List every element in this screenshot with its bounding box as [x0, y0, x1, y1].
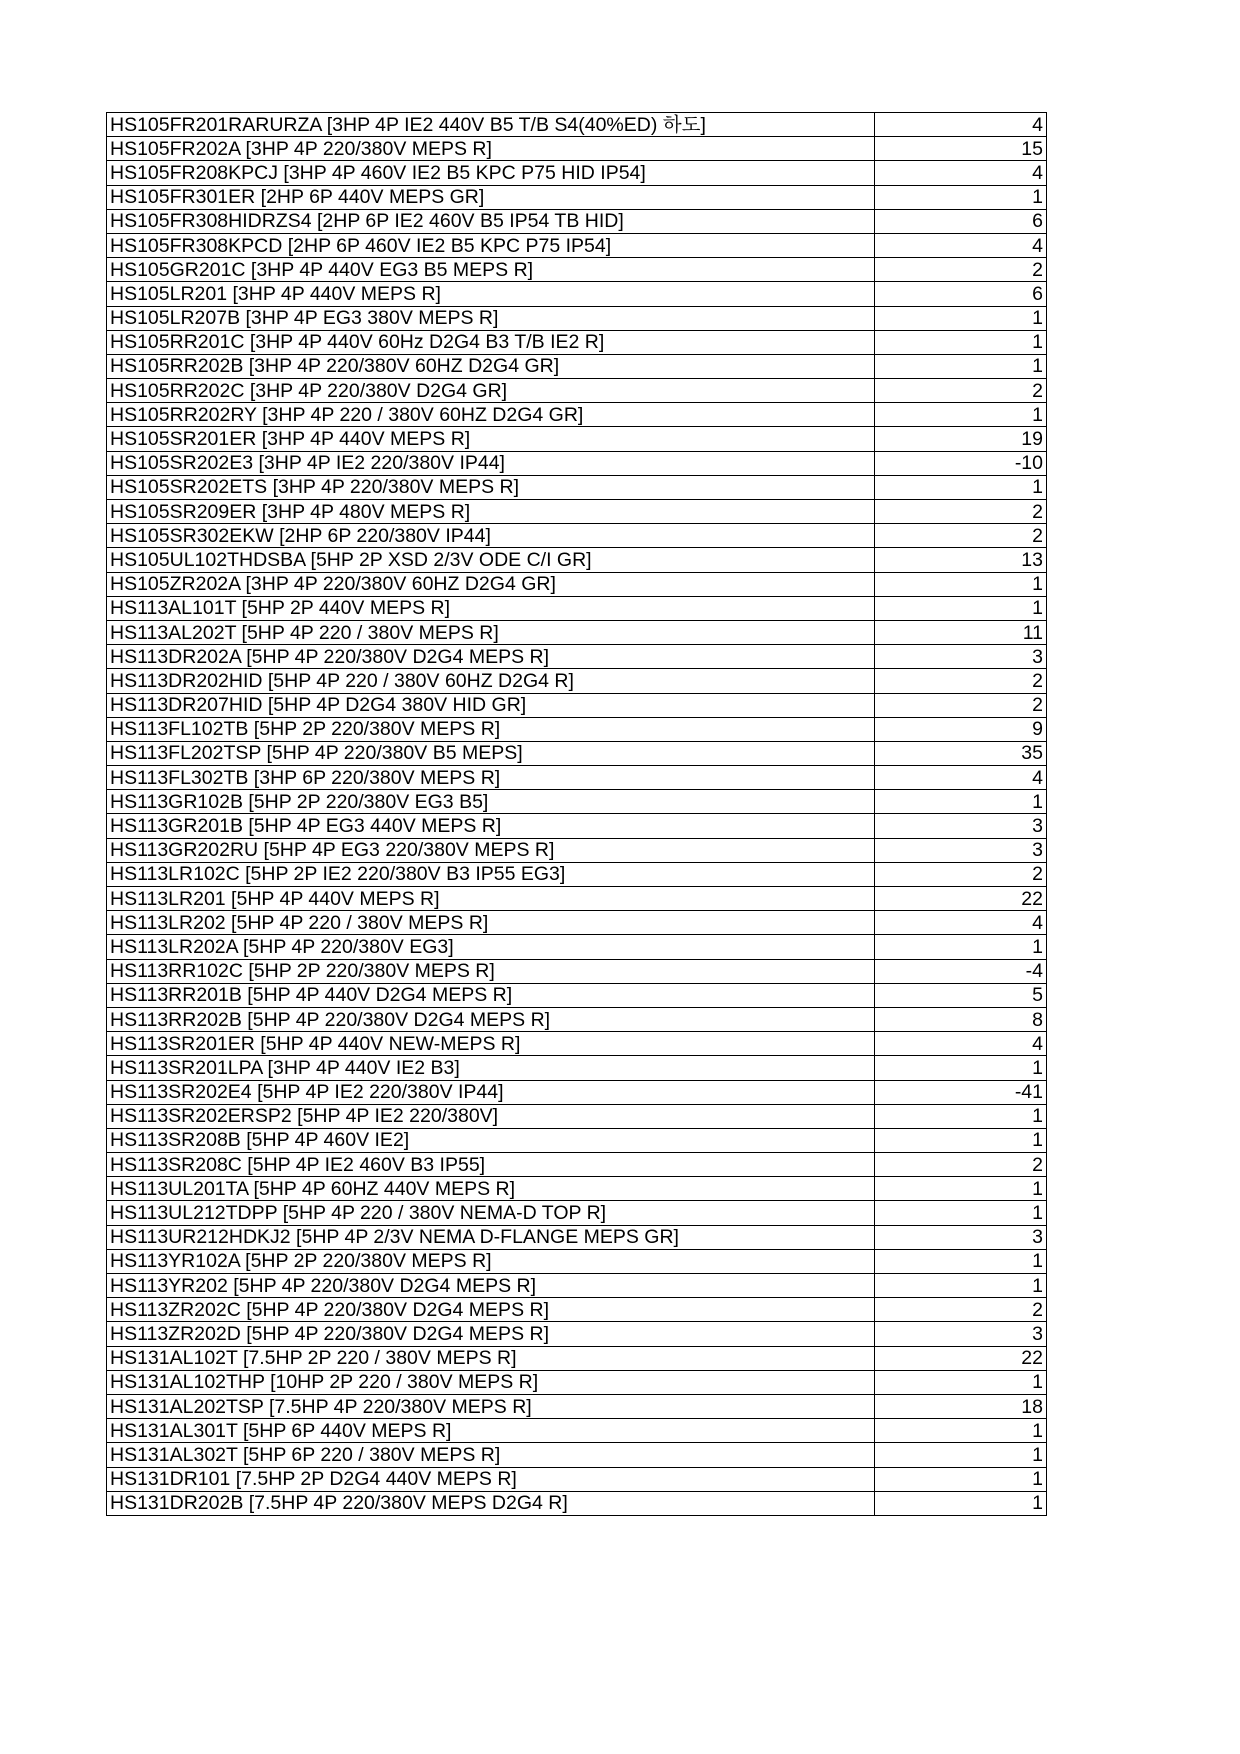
item-description-cell: HS105RR202C [3HP 4P 220/380V D2G4 GR] — [107, 379, 875, 403]
item-description-cell: HS113SR208B [5HP 4P 460V IE2] — [107, 1128, 875, 1152]
quantity-cell: 1 — [875, 354, 1047, 378]
item-description-cell: HS113FL102TB [5HP 2P 220/380V MEPS R] — [107, 717, 875, 741]
quantity-cell: 1 — [875, 306, 1047, 330]
item-description-cell: HS113GR102B [5HP 2P 220/380V EG3 B5] — [107, 790, 875, 814]
item-description-cell: HS113UL212TDPP [5HP 4P 220 / 380V NEMA-D TOP R] — [107, 1201, 875, 1225]
quantity-cell: 4 — [875, 161, 1047, 185]
quantity-cell: 8 — [875, 1007, 1047, 1031]
quantity-cell: 4 — [875, 766, 1047, 790]
table-row — [107, 814, 1047, 838]
item-description-cell: HS131DR101 [7.5HP 2P D2G4 440V MEPS R] — [107, 1467, 875, 1491]
quantity-cell: 4 — [875, 113, 1047, 137]
item-description-cell: HS113YR102A [5HP 2P 220/380V MEPS R] — [107, 1249, 875, 1273]
item-description-cell: HS131AL301T [5HP 6P 440V MEPS R] — [107, 1419, 875, 1443]
table-row — [107, 596, 1047, 620]
quantity-cell: 6 — [875, 282, 1047, 306]
inventory-table-body — [107, 113, 1047, 1516]
quantity-cell: 1 — [875, 1128, 1047, 1152]
quantity-cell: 3 — [875, 645, 1047, 669]
quantity-cell: 1 — [875, 1370, 1047, 1394]
item-description-cell: HS113FL202TSP [5HP 4P 220/380V B5 MEPS] — [107, 741, 875, 765]
item-description-cell: HS105FR208KPCJ [3HP 4P 460V IE2 B5 KPC P75 HID IP54] — [107, 161, 875, 185]
item-description-cell: HS113DR207HID [5HP 4P D2G4 380V HID GR] — [107, 693, 875, 717]
table-row — [107, 161, 1047, 185]
quantity-cell: 6 — [875, 209, 1047, 233]
table-row — [107, 862, 1047, 886]
table-row — [107, 911, 1047, 935]
quantity-cell: 2 — [875, 693, 1047, 717]
table-row — [107, 1201, 1047, 1225]
quantity-cell: 1 — [875, 1177, 1047, 1201]
item-description-cell: HS113SR202ERSP2 [5HP 4P IE2 220/380V] — [107, 1104, 875, 1128]
item-description-cell: HS113DR202A [5HP 4P 220/380V D2G4 MEPS R] — [107, 645, 875, 669]
quantity-cell: 9 — [875, 717, 1047, 741]
quantity-cell: 3 — [875, 838, 1047, 862]
table-row — [107, 669, 1047, 693]
quantity-cell: 11 — [875, 620, 1047, 644]
table-row — [107, 1249, 1047, 1273]
quantity-cell: 2 — [875, 1153, 1047, 1177]
item-description-cell: HS113DR202HID [5HP 4P 220 / 380V 60HZ D2G4 R] — [107, 669, 875, 693]
item-description-cell: HS113AL101T [5HP 2P 440V MEPS R] — [107, 596, 875, 620]
table-row — [107, 1443, 1047, 1467]
quantity-cell: 22 — [875, 887, 1047, 911]
table-row — [107, 1274, 1047, 1298]
quantity-cell: 1 — [875, 790, 1047, 814]
table-row — [107, 1467, 1047, 1491]
quantity-cell: 4 — [875, 1032, 1047, 1056]
table-row — [107, 403, 1047, 427]
table-row — [107, 1128, 1047, 1152]
item-description-cell: HS113SR201LPA [3HP 4P 440V IE2 B3] — [107, 1056, 875, 1080]
quantity-cell: 1 — [875, 185, 1047, 209]
table-row — [107, 1032, 1047, 1056]
quantity-cell: 1 — [875, 1419, 1047, 1443]
table-row — [107, 717, 1047, 741]
item-description-cell: HS105FR308KPCD [2HP 6P 460V IE2 B5 KPC P75 IP54] — [107, 233, 875, 257]
table-row — [107, 741, 1047, 765]
table-row — [107, 1177, 1047, 1201]
table-row — [107, 330, 1047, 354]
table-row — [107, 620, 1047, 644]
table-row — [107, 524, 1047, 548]
item-description-cell: HS113SR208C [5HP 4P IE2 460V B3 IP55] — [107, 1153, 875, 1177]
quantity-cell: 13 — [875, 548, 1047, 572]
item-description-cell: HS131DR202B [7.5HP 4P 220/380V MEPS D2G4 R] — [107, 1491, 875, 1515]
item-description-cell: HS113UL201TA [5HP 4P 60HZ 440V MEPS R] — [107, 1177, 875, 1201]
table-row — [107, 935, 1047, 959]
item-description-cell: HS105RR202B [3HP 4P 220/380V 60HZ D2G4 GR] — [107, 354, 875, 378]
item-description-cell: HS113LR201 [5HP 4P 440V MEPS R] — [107, 887, 875, 911]
item-description-cell: HS105SR202ETS [3HP 4P 220/380V MEPS R] — [107, 475, 875, 499]
table-row — [107, 645, 1047, 669]
table-row — [107, 838, 1047, 862]
item-description-cell: HS105LR207B [3HP 4P EG3 380V MEPS R] — [107, 306, 875, 330]
item-description-cell: HS113LR102C [5HP 2P IE2 220/380V B3 IP55 EG3] — [107, 862, 875, 886]
item-description-cell: HS105RR202RY [3HP 4P 220 / 380V 60HZ D2G4 GR] — [107, 403, 875, 427]
item-description-cell: HS113GR201B [5HP 4P EG3 440V MEPS R] — [107, 814, 875, 838]
quantity-cell: 1 — [875, 1443, 1047, 1467]
quantity-cell: 3 — [875, 814, 1047, 838]
quantity-cell: 4 — [875, 233, 1047, 257]
table-row — [107, 1346, 1047, 1370]
quantity-cell: 1 — [875, 1249, 1047, 1273]
table-row — [107, 1225, 1047, 1249]
quantity-cell: 1 — [875, 403, 1047, 427]
item-description-cell: HS113RR201B [5HP 4P 440V D2G4 MEPS R] — [107, 983, 875, 1007]
item-description-cell: HS131AL202TSP [7.5HP 4P 220/380V MEPS R] — [107, 1394, 875, 1418]
table-row — [107, 427, 1047, 451]
item-description-cell: HS113UR212HDKJ2 [5HP 4P 2/3V NEMA D-FLANGE MEPS GR] — [107, 1225, 875, 1249]
item-description-cell: HS131AL302T [5HP 6P 220 / 380V MEPS R] — [107, 1443, 875, 1467]
table-row — [107, 1322, 1047, 1346]
table-row — [107, 1080, 1047, 1104]
table-row — [107, 185, 1047, 209]
item-description-cell: HS113FL302TB [3HP 6P 220/380V MEPS R] — [107, 766, 875, 790]
quantity-cell: -4 — [875, 959, 1047, 983]
item-description-cell: HS113RR202B [5HP 4P 220/380V D2G4 MEPS R] — [107, 1007, 875, 1031]
table-row — [107, 282, 1047, 306]
quantity-cell: 2 — [875, 524, 1047, 548]
item-description-cell: HS131AL102THP [10HP 2P 220 / 380V MEPS R] — [107, 1370, 875, 1394]
quantity-cell: 2 — [875, 669, 1047, 693]
quantity-cell: -10 — [875, 451, 1047, 475]
inventory-table — [106, 112, 1047, 1516]
quantity-cell: 1 — [875, 1104, 1047, 1128]
item-description-cell: HS113AL202T [5HP 4P 220 / 380V MEPS R] — [107, 620, 875, 644]
table-row — [107, 959, 1047, 983]
table-row — [107, 258, 1047, 282]
quantity-cell: 1 — [875, 1491, 1047, 1515]
table-row — [107, 1491, 1047, 1515]
quantity-cell: 1 — [875, 1467, 1047, 1491]
quantity-cell: 2 — [875, 1298, 1047, 1322]
quantity-cell: 35 — [875, 741, 1047, 765]
table-row — [107, 572, 1047, 596]
item-description-cell: HS105SR202E3 [3HP 4P IE2 220/380V IP44] — [107, 451, 875, 475]
item-description-cell: HS105FR301ER [2HP 6P 440V MEPS GR] — [107, 185, 875, 209]
table-row — [107, 1370, 1047, 1394]
table-row — [107, 113, 1047, 137]
table-row — [107, 233, 1047, 257]
table-row — [107, 1419, 1047, 1443]
table-row — [107, 790, 1047, 814]
table-row — [107, 451, 1047, 475]
quantity-cell: 19 — [875, 427, 1047, 451]
table-row — [107, 306, 1047, 330]
item-description-cell: HS131AL102T [7.5HP 2P 220 / 380V MEPS R] — [107, 1346, 875, 1370]
quantity-cell: 22 — [875, 1346, 1047, 1370]
quantity-cell: 2 — [875, 500, 1047, 524]
quantity-cell: 2 — [875, 258, 1047, 282]
item-description-cell: HS105FR201RARURZA [3HP 4P IE2 440V B5 T/B S4(40%ED) 하도] — [107, 113, 875, 137]
quantity-cell: 18 — [875, 1394, 1047, 1418]
table-row — [107, 137, 1047, 161]
quantity-cell: 1 — [875, 596, 1047, 620]
quantity-cell: 1 — [875, 330, 1047, 354]
item-description-cell: HS105GR201C [3HP 4P 440V EG3 B5 MEPS R] — [107, 258, 875, 282]
table-row — [107, 1153, 1047, 1177]
table-row — [107, 500, 1047, 524]
quantity-cell: -41 — [875, 1080, 1047, 1104]
quantity-cell: 3 — [875, 1322, 1047, 1346]
item-description-cell: HS113GR202RU [5HP 4P EG3 220/380V MEPS R] — [107, 838, 875, 862]
table-row — [107, 693, 1047, 717]
quantity-cell: 1 — [875, 475, 1047, 499]
table-row — [107, 887, 1047, 911]
quantity-cell: 15 — [875, 137, 1047, 161]
item-description-cell: HS113SR202E4 [5HP 4P IE2 220/380V IP44] — [107, 1080, 875, 1104]
item-description-cell: HS105ZR202A [3HP 4P 220/380V 60HZ D2G4 GR] — [107, 572, 875, 596]
quantity-cell: 1 — [875, 1056, 1047, 1080]
quantity-cell: 1 — [875, 935, 1047, 959]
table-row — [107, 548, 1047, 572]
table-row — [107, 1298, 1047, 1322]
table-row — [107, 209, 1047, 233]
quantity-cell: 3 — [875, 1225, 1047, 1249]
table-row — [107, 1056, 1047, 1080]
item-description-cell: HS105LR201 [3HP 4P 440V MEPS R] — [107, 282, 875, 306]
quantity-cell: 2 — [875, 379, 1047, 403]
quantity-cell: 5 — [875, 983, 1047, 1007]
item-description-cell: HS113ZR202D [5HP 4P 220/380V D2G4 MEPS R] — [107, 1322, 875, 1346]
table-row — [107, 983, 1047, 1007]
item-description-cell: HS113LR202 [5HP 4P 220 / 380V MEPS R] — [107, 911, 875, 935]
item-description-cell: HS113ZR202C [5HP 4P 220/380V D2G4 MEPS R] — [107, 1298, 875, 1322]
table-row — [107, 1394, 1047, 1418]
item-description-cell: HS105UL102THDSBA [5HP 2P XSD 2/3V ODE C/I GR] — [107, 548, 875, 572]
table-row — [107, 379, 1047, 403]
quantity-cell: 1 — [875, 1201, 1047, 1225]
item-description-cell: HS105FR202A [3HP 4P 220/380V MEPS R] — [107, 137, 875, 161]
quantity-cell: 1 — [875, 572, 1047, 596]
item-description-cell: HS105SR302EKW [2HP 6P 220/380V IP44] — [107, 524, 875, 548]
table-row — [107, 1007, 1047, 1031]
table-row — [107, 1104, 1047, 1128]
table-row — [107, 766, 1047, 790]
table-row — [107, 354, 1047, 378]
quantity-cell: 1 — [875, 1274, 1047, 1298]
item-description-cell: HS113LR202A [5HP 4P 220/380V EG3] — [107, 935, 875, 959]
item-description-cell: HS105SR201ER [3HP 4P 440V MEPS R] — [107, 427, 875, 451]
quantity-cell: 2 — [875, 862, 1047, 886]
quantity-cell: 4 — [875, 911, 1047, 935]
item-description-cell: HS113YR202 [5HP 4P 220/380V D2G4 MEPS R] — [107, 1274, 875, 1298]
item-description-cell: HS105FR308HIDRZS4 [2HP 6P IE2 460V B5 IP54 TB HID] — [107, 209, 875, 233]
item-description-cell: HS113SR201ER [5HP 4P 440V NEW-MEPS R] — [107, 1032, 875, 1056]
table-row — [107, 475, 1047, 499]
item-description-cell: HS113RR102C [5HP 2P 220/380V MEPS R] — [107, 959, 875, 983]
item-description-cell: HS105RR201C [3HP 4P 440V 60Hz D2G4 B3 T/B IE2 R] — [107, 330, 875, 354]
item-description-cell: HS105SR209ER [3HP 4P 480V MEPS R] — [107, 500, 875, 524]
